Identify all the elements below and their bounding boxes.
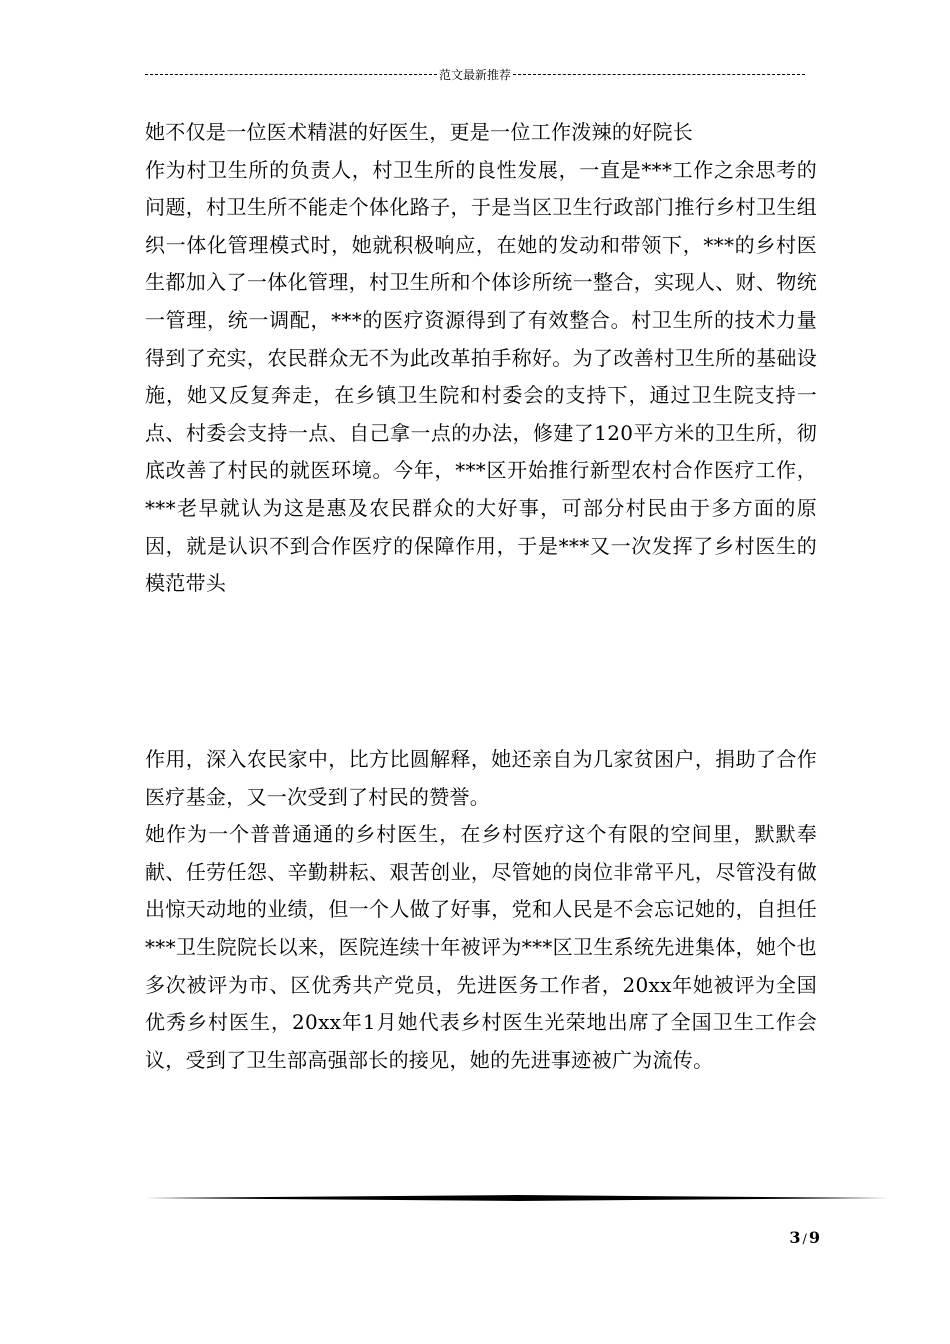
body-text-block-1	[145, 114, 817, 603]
header-label: 范文最新推荐	[439, 67, 512, 82]
page-total: 9	[808, 1228, 820, 1247]
paragraph: 作用，深入农民家中，比方比圆解释，她还亲自为几家贫困户，捐助了合作医疗基金，又一次受到了村民的赞誉。	[145, 747, 817, 809]
page-header	[145, 64, 805, 84]
header-rule-left	[145, 74, 437, 75]
page-number	[760, 1228, 820, 1247]
paragraph: 她作为一个普普通通的乡村医生，在乡村医疗这个有限的空间里，默默奉献、任劳任怨、辛勤耕耘、艰苦创业，尽管她的岗位非常平凡，尽管没有做出惊天动地的业绩，但一个人做了好事，党和人民是不会忘记她的，自担任***卫生院院长以来，医院连续十年被评为***区卫生系统先进集体，她个也多次被评为市、区优秀共产党员，先进医务工作者，20xx年她被评为全国优秀乡村医生，20xx年1月她代表乡村医生光荣地出席了全国卫生工作会议，受到了卫生部高强部长的接见，她的先进事迹被广为流传。	[145, 822, 817, 1072]
paragraph: 她不仅是一位医术精湛的好医生，更是一位工作泼辣的好院长	[145, 120, 694, 144]
page-separator: /	[802, 1232, 807, 1247]
page-current: 3	[789, 1228, 801, 1247]
header-rule-right	[513, 74, 805, 75]
body-text-block-2	[145, 741, 817, 1079]
paragraph: 作为村卫生所的负责人，村卫生所的良性发展，一直是***工作之余思考的问题，村卫生所不能走个体化路子，于是当区卫生行政部门推行乡村卫生组织一体化管理模式时，她就积极响应，在她的发动和带领下，***的乡村医生都加入了一体化管理，村卫生所和个体诊所统一整合，实现人、财、物统一管理，统一调配，***的医疗资源得到了有效整合。村卫生所的技术力量得到了充实，农民群众无不为此改革拍手称好。为了改善村卫生所的基础设施，她又反复奔走，在乡镇卫生院和村委会的支持下，通过卫生院支持一点、村委会支持一点、自己拿一点的办法，修建了120平方米的卫生所，彻底改善了村民的就医环境。今年，***区开始推行新型农村合作医疗工作，***老早就认为这是惠及农民群众的大好事，可部分村民由于多方面的原因，就是认识不到合作医疗的保障作用，于是***又一次发挥了乡村医生的模范带头	[145, 157, 817, 596]
footer-rule	[145, 1194, 889, 1202]
